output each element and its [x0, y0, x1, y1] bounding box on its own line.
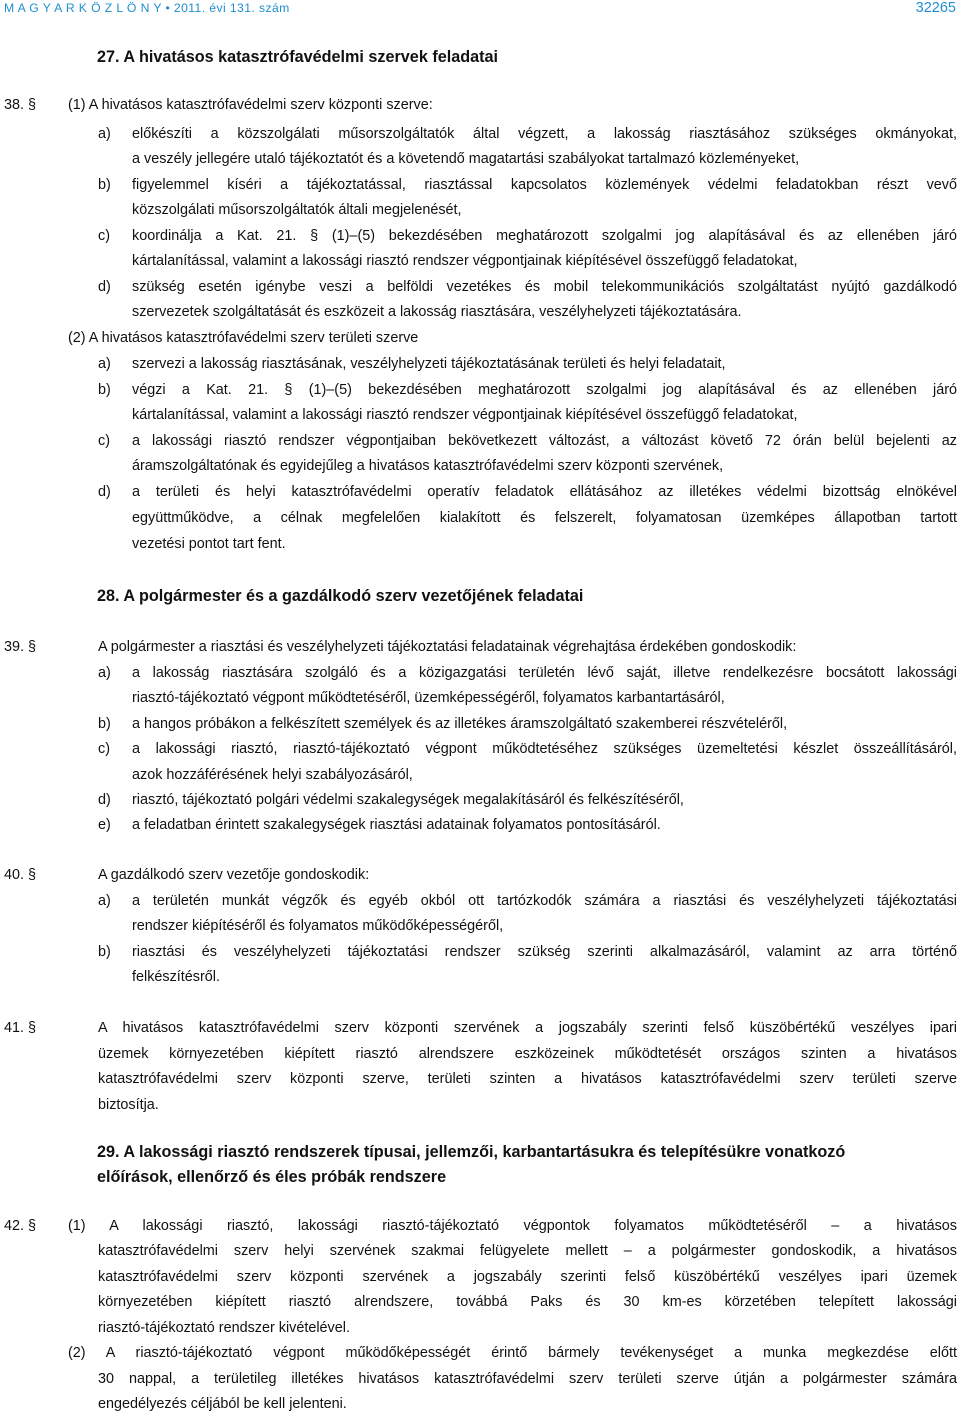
section-heading: előírások, ellenőrző és éles próbák rendszere: [97, 1168, 447, 1186]
text-line: katasztrófavédelmi szerv helyi szervének szakmai felügyelete mellett – a polgármester gondoskodik, a hivatásos: [98, 1243, 957, 1259]
section-heading: 28. A polgármester és a gazdálkodó szerv vezetőjének feladatai: [97, 587, 584, 605]
text-line: A polgármester a riasztási és veszélyhelyzeti tájékoztatási feladatainak végrehajtása érdekében gondoskodik:: [98, 639, 797, 655]
text-line: 30 nappal, a területileg illetékes hivatásos katasztrófavédelmi szerv területi szerve útján a polgármester számára: [98, 1371, 957, 1387]
text-line: riasztó, tájékoztató polgári védelmi szakalegységek megalakításáról és felkészítéséről,: [132, 792, 684, 808]
text-line: riasztási és veszélyhelyzeti tájékoztatási rendszer szükség szerinti alkalmazásáról, valamint az arra történő: [132, 944, 957, 960]
gazette-header-title: M A G Y A R K Ö Z L Ö N Y • 2011. évi 131. szám: [4, 1, 290, 15]
text-line: 39. §: [4, 639, 37, 655]
text-line: (2) A riasztó-tájékoztató végpont működőképességét érintő bármely tevékenységet a munka megkezdése előtt: [68, 1345, 957, 1361]
text-line: koordinálja a Kat. 21. § (1)–(5) bekezdésében meghatározott szolgalmi jog alapításával és az ellenében járó: [132, 228, 957, 244]
text-line: a lakosság riasztására szolgáló és a közigazgatási területén lévő saját, illetve rendelkezésre bocsátott lakossági: [132, 665, 957, 681]
text-line: e): [98, 817, 111, 833]
text-line: a): [98, 126, 111, 142]
text-line: a területén munkát végzők és egyéb okból ott tartózkodók számára a riasztási és veszélyhelyzeti tájékoztatási: [132, 893, 957, 909]
text-line: engedélyezés céljából be kell jelenteni.: [98, 1396, 347, 1412]
text-line: vezetési pontot tart fent.: [132, 536, 286, 552]
text-line: azok hozzáférésének helyi szabályozásáról,: [132, 767, 413, 783]
text-line: riasztó-tájékoztató rendszer kivételével.: [98, 1320, 350, 1336]
section-heading: 29. A lakossági riasztó rendszerek típusai, jellemzői, karbantartásukra és telepítésükre vonatkozó: [97, 1143, 846, 1161]
text-line: katasztrófavédelmi szerv központi szerve, területi szinten a hivatásos katasztrófavédelmi szerv területi szerve: [98, 1071, 957, 1087]
text-line: a területi és helyi katasztrófavédelmi operatív feladatok ellátásához az illetékes védelmi bizottság elnökével: [132, 484, 957, 500]
text-line: c): [98, 433, 110, 449]
text-line: szervezetek szolgáltatását és eszközeit a lakosság riasztására, veszélyhelyzeti tájékoztatására.: [132, 304, 742, 320]
text-line: b): [98, 382, 111, 398]
text-line: figyelemmel kíséri a tájékoztatással, riasztással kapcsolatos közlemények védelmi feladatokban részt vevő: [132, 177, 957, 193]
text-line: katasztrófavédelmi szerv központi szervének a jogszabály szerinti felső küszöbértékű veszélyes ipari üzemek: [98, 1269, 957, 1285]
text-line: a lakossági riasztó, riasztó-tájékoztató végpont működtetéséhez szükséges üzemeltetési készlet összeállításáról,: [132, 741, 957, 757]
text-line: a): [98, 893, 111, 909]
text-line: előkészíti a közszolgálati műsorszolgáltatók által végzett, a lakosság riasztásához szükséges okmányokat,: [132, 126, 957, 142]
text-line: szükség esetén igénybe veszi a belföldi vezetékes és mobil telekommunikációs szolgáltatást nyújtó gazdálkodó: [132, 279, 957, 295]
text-line: környezetében kiépített riasztó alrendszere, továbbá Paks és 30 km-es körzetében telepített lakossági: [98, 1294, 957, 1310]
text-line: a): [98, 356, 111, 372]
page-number: 32265: [915, 0, 956, 16]
text-line: üzemek környezetében kiépített riasztó alrendszere eszközeinek működtetését országos szinten a hivatásos: [98, 1046, 957, 1062]
text-line: b): [98, 944, 111, 960]
text-line: kártalanítással, valamint a lakossági riasztó rendszer végpontjainak kiépítésével összefüggő feladatokat,: [132, 407, 798, 423]
text-line: szervezi a lakosság riasztásának, veszélyhelyzeti tájékoztatásának területi és helyi feladatait,: [132, 356, 726, 372]
text-line: a lakossági riasztó rendszer végpontjaiban bekövetkezett változást, a változást követő 72 órán belül bejelenti az: [132, 433, 957, 449]
text-line: felkészítésről.: [132, 969, 220, 985]
text-line: végzi a Kat. 21. § (1)–(5) bekezdésében meghatározott szolgalmi jog alapításával és az ellenében járó: [132, 382, 957, 398]
text-line: rendszer kiépítéséről és folyamatos működőképességéről,: [132, 918, 504, 934]
text-line: (2) A hivatásos katasztrófavédelmi szerv területi szerve: [68, 330, 419, 346]
section-heading: 27. A hivatásos katasztrófavédelmi szervek feladatai: [97, 48, 498, 66]
text-line: közszolgálati műsorszolgáltatók általi megjelenését,: [132, 202, 462, 218]
text-line: 42. §: [4, 1218, 37, 1234]
text-line: d): [98, 279, 111, 295]
text-line: 40. §: [4, 867, 37, 883]
text-line: a veszély jellegére utaló tájékoztatót és a követendő magatartási szabályokat tartalmazó közleményeket,: [132, 151, 800, 167]
text-line: riasztó-tájékoztató végpont működtetéséről, üzemképességéről, folyamatos karbantartásáról,: [132, 690, 725, 706]
text-line: együttműködve, a célnak megfelelően kialakított és felszerelt, folyamatosan üzemképes állapotban tartott: [132, 510, 957, 526]
text-line: d): [98, 792, 111, 808]
text-line: b): [98, 716, 111, 732]
text-line: a): [98, 665, 111, 681]
text-line: (1) A lakossági riasztó, lakossági riasztó-tájékoztató végpontok folyamatos működtetéséről – a hivatásos: [68, 1218, 957, 1234]
text-line: 41. §: [4, 1020, 37, 1036]
text-line: b): [98, 177, 111, 193]
text-line: áramszolgáltatónak és egyidejűleg a hivatásos katasztrófavédelmi szerv központi szervének,: [132, 458, 724, 474]
text-line: a hangos próbákon a felkészített személyek és az illetékes áramszolgáltató szakemberei részvételéről,: [132, 716, 788, 732]
text-line: 38. §: [4, 97, 37, 113]
text-line: d): [98, 484, 111, 500]
text-line: c): [98, 228, 110, 244]
text-line: A hivatásos katasztrófavédelmi szerv központi szervének a jogszabály szerinti felső küszöbértékű veszélyes ipari: [98, 1020, 957, 1036]
text-line: a feladatban érintett szakalegységek riasztási adatainak folyamatos pontosításáról.: [132, 817, 661, 833]
text-line: (1) A hivatásos katasztrófavédelmi szerv központi szerve:: [68, 97, 433, 113]
text-line: biztosítja.: [98, 1097, 159, 1113]
text-line: A gazdálkodó szerv vezetője gondoskodik:: [98, 867, 370, 883]
text-line: c): [98, 741, 110, 757]
text-line: kártalanítással, valamint a lakossági riasztó rendszer végpontjainak kiépítésével összefüggő feladatokat,: [132, 253, 798, 269]
